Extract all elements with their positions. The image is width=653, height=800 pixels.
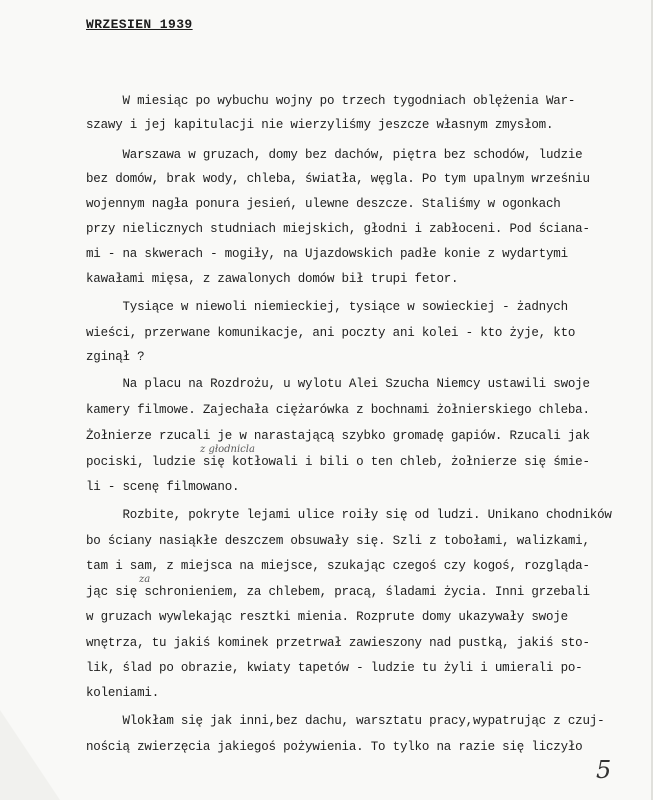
handwritten-annotation: z głodnicla xyxy=(200,444,255,455)
text-line: Na placu na Rozdrożu, u wylotu Alei Szucha Niemcy ustawili swoje xyxy=(86,377,590,391)
handwritten-insert: za xyxy=(139,574,151,585)
page-number: 5 xyxy=(596,756,612,784)
text-line: nością zwierzęcia jakiegoś pożywienia. To tylko na razie się liczyło xyxy=(86,740,583,754)
text-line: Warszawa w gruzach, domy bez dachów, piętra bez schodów, ludzie xyxy=(86,148,583,162)
text-line: kawałami mięsa, z zawalonych domów bił trupi fetor. xyxy=(86,272,459,286)
text-line: tam i sam, z miejsca na miejsce, szukając czegoś czy kogoś, rozgląda- xyxy=(86,559,590,573)
text-line: Wlokłam się jak inni,bez dachu, warsztatu pracy,wypatrując z czuj- xyxy=(86,714,605,728)
text-line: li - scenę filmowano. xyxy=(86,480,240,494)
text-line: Żołnierze rzucali je w narastającą szybko gromadę gapiów. Rzucali jak xyxy=(86,429,590,443)
text-line: szawy i jej kapitulacji nie wierzyliśmy jeszcze własnym zmysłom. xyxy=(86,118,554,132)
text-line: mi - na skwerach - mogiły, na Ujazdowskich padłe konie z wydartymi xyxy=(86,247,568,261)
text-line: bez domów, brak wody, chleba, światła, węgla. Po tym upalnym wrześniu xyxy=(86,172,590,186)
text-line: jąc się schronieniem, za chlebem, pracą, śladami życia. Inni grzebali xyxy=(86,585,590,599)
text-line: lik, ślad po obrazie, kwiaty tapetów - ludzie tu żyli i umierali po- xyxy=(86,661,583,675)
text-line: koleniami. xyxy=(86,686,160,700)
text-line: pociski, ludzie się kotłowali i bili o ten chleb, żołnierze się śmie- xyxy=(86,455,590,469)
text-line: Rozbite, pokryte lejami ulice roiły się od ludzi. Unikano chodników xyxy=(86,508,612,522)
text-line: zginął ? xyxy=(86,350,145,364)
text-line: Tysiące w niewoli niemieckiej, tysiące w sowieckiej - żadnych xyxy=(86,300,568,314)
text-line: w gruzach wywlekając resztki mienia. Rozprute domy ukazywały swoje xyxy=(86,610,568,624)
text-line: przy nielicznych studniach miejskich, głodni i zabłoceni. Pod ściana- xyxy=(86,222,590,236)
page-fold-shadow xyxy=(0,710,60,800)
text-line: W miesiąc po wybuchu wojny po trzech tygodniach oblężenia War- xyxy=(86,94,576,108)
text-line: wojennym nagła ponura jesień, ulewne deszcze. Staliśmy w ogonkach xyxy=(86,197,561,211)
text-line: bo ściany nasiąkłe deszczem obsuwały się. Szli z tobołami, walizkami, xyxy=(86,534,590,548)
page-heading: WRZESIEN 1939 xyxy=(86,17,193,32)
text-line: kamery filmowe. Zajechała ciężarówka z bochnami żołnierskiego chleba. xyxy=(86,403,590,417)
text-line: wnętrza, tu jakiś kominek przetrwał zawieszony nad pustką, jakiś sto- xyxy=(86,636,590,650)
text-line: wieści, przerwane komunikacje, ani poczty ani kolei - kto żyje, kto xyxy=(86,326,576,340)
